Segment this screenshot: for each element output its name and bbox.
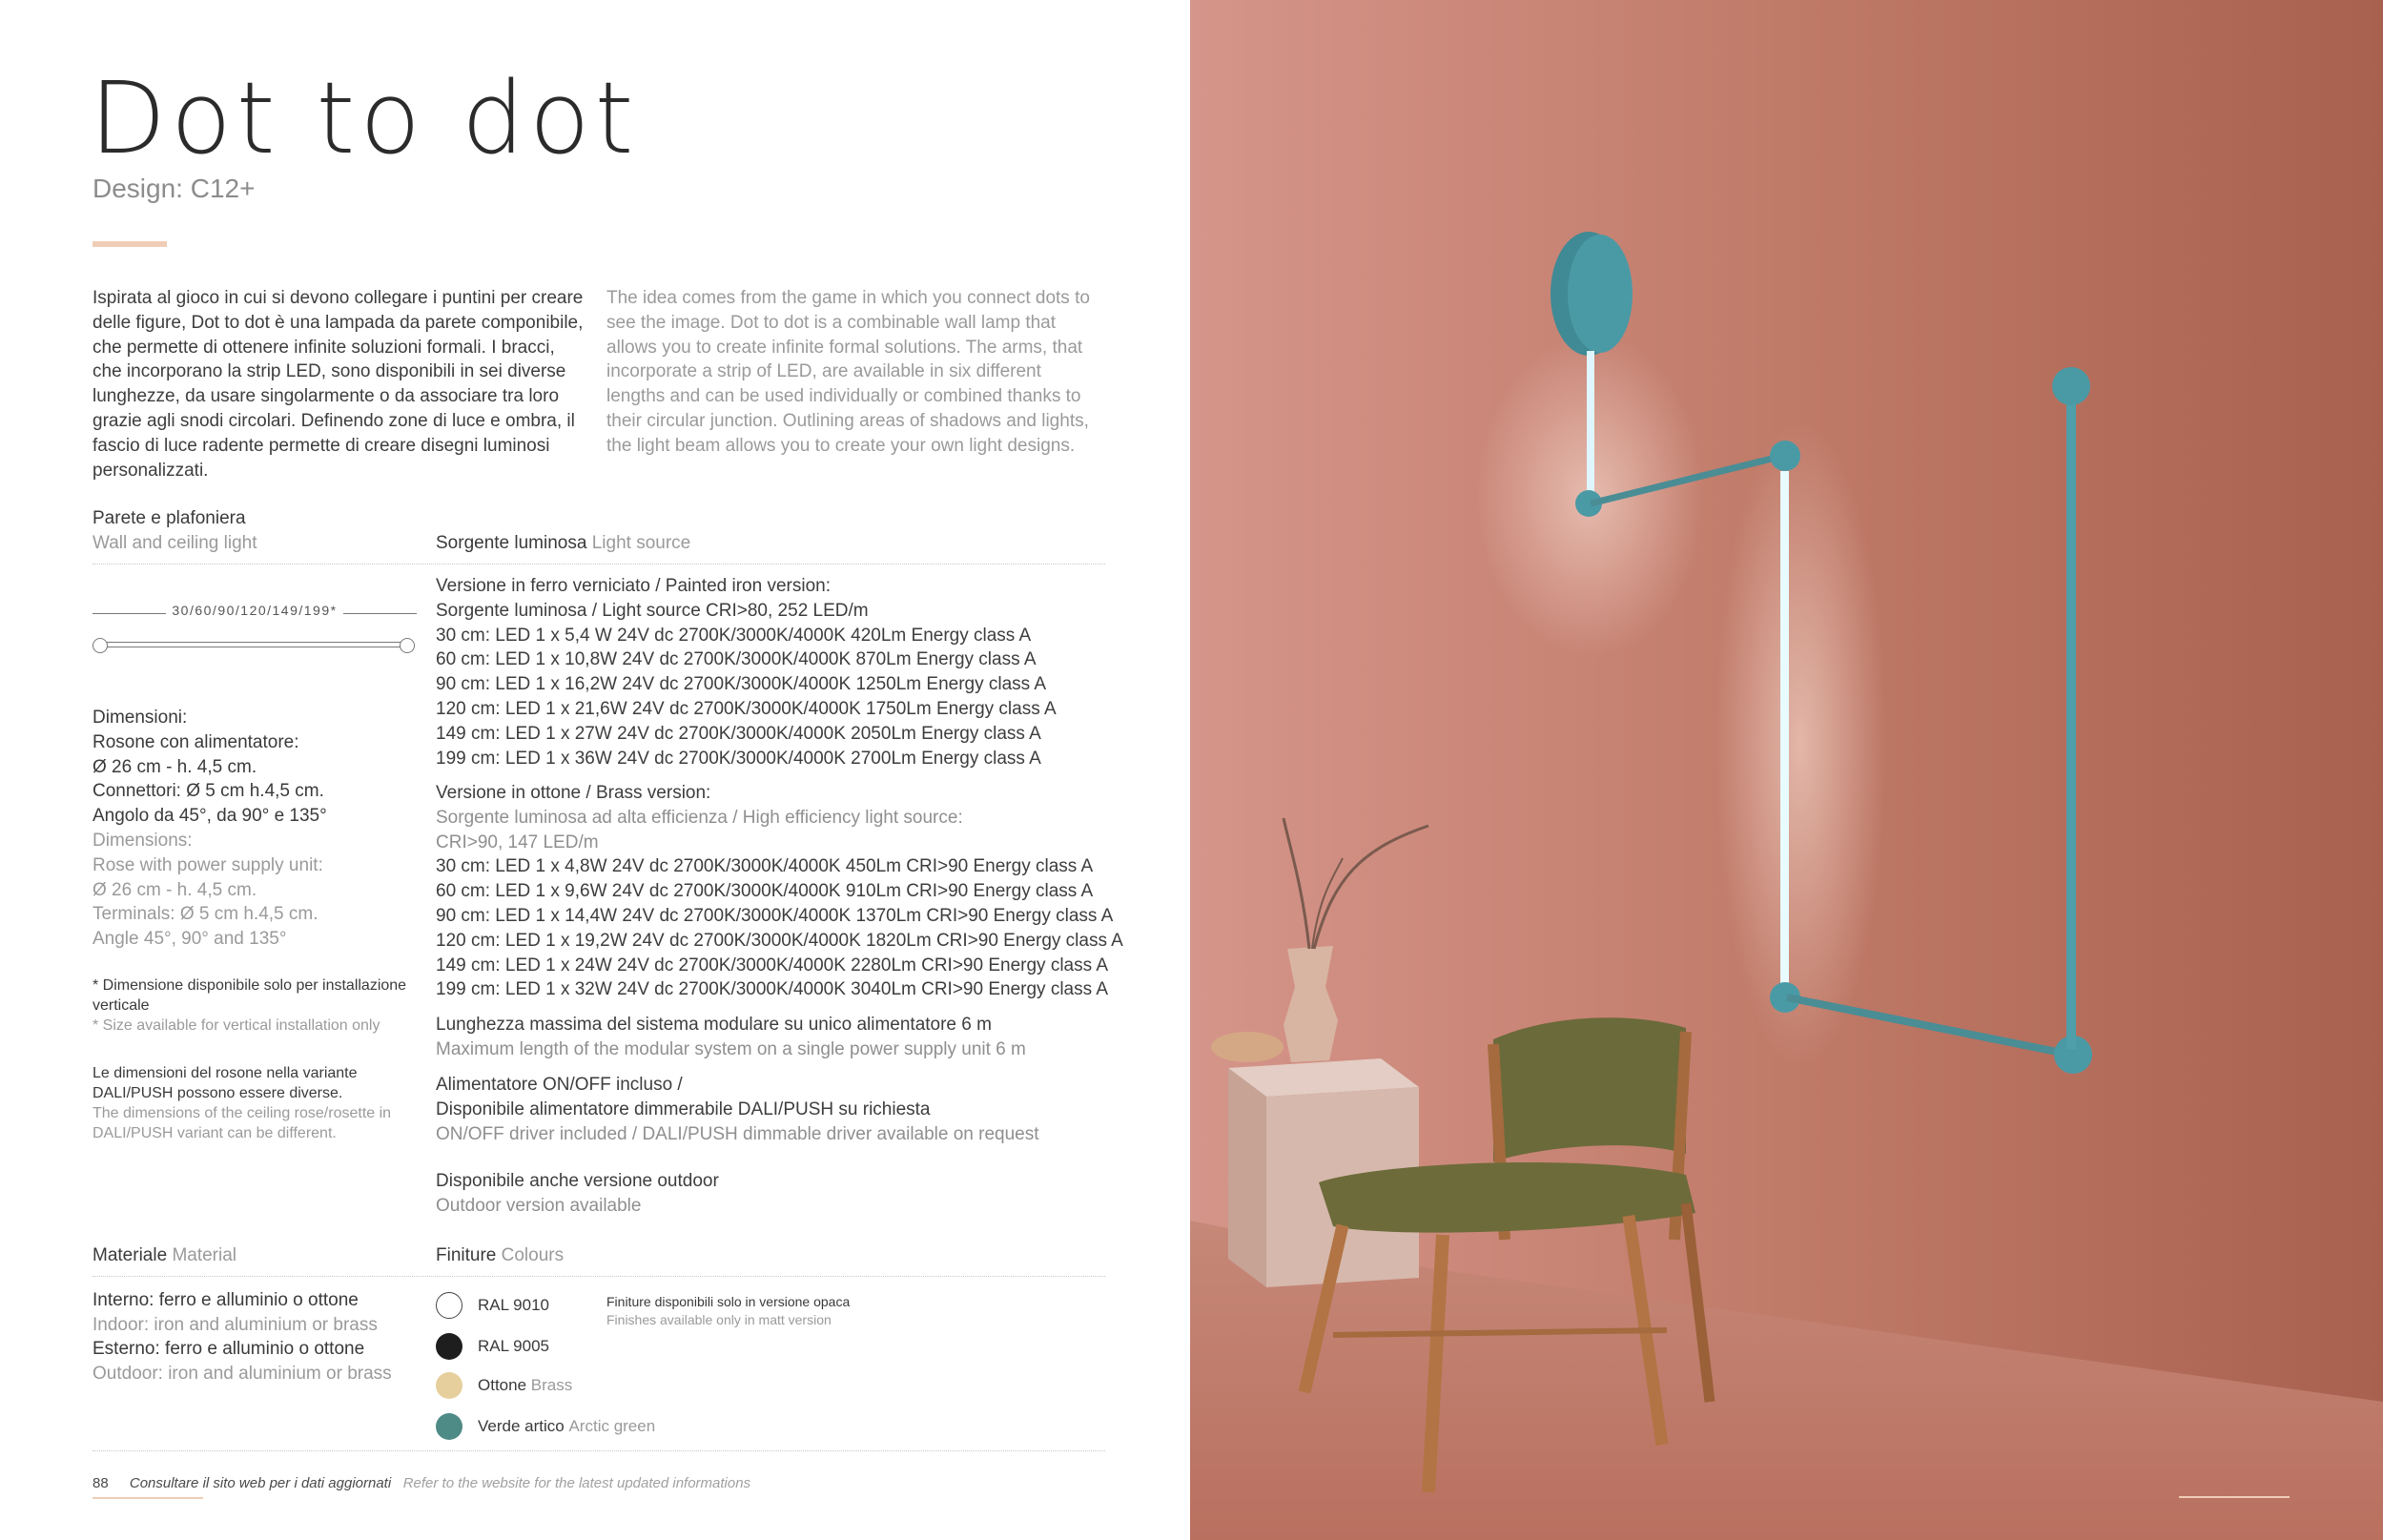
designer-subtitle: Design: C12+ <box>92 174 256 203</box>
dimensions-en-heading: Dimensions: <box>92 830 193 851</box>
material-line: Esterno: ferro e alluminio o ottone <box>92 1339 365 1360</box>
material-list <box>92 1288 392 1386</box>
light-source-heading <box>436 531 690 556</box>
spec-row: 120 cm: LED 1 x 21,6W 24V dc 2700K/3000K/4000K 1750Lm Energy class A <box>436 698 1057 719</box>
finishes-heading-en: Colours <box>501 1245 565 1265</box>
material-line: Interno: ferro e alluminio o ottone <box>92 1290 359 1310</box>
dimensions-en-line: Rose with power supply unit: <box>92 854 323 875</box>
spec-row: 199 cm: LED 1 x 36W 24V dc 2700K/3000K/4000K 2700Lm Energy class A <box>436 748 1041 769</box>
finish-ral9005 <box>436 1332 549 1361</box>
dimensions-it-line: Ø 26 cm - h. 4,5 cm. <box>92 756 257 777</box>
finish-label-en: Arctic green <box>568 1417 656 1435</box>
spec-row: 90 cm: LED 1 x 16,2W 24V dc 2700K/3000K/4000K 1250Lm Energy class A <box>436 674 1047 695</box>
finishes-heading <box>436 1243 564 1268</box>
finishes-note <box>606 1293 850 1329</box>
connector-right <box>400 638 415 653</box>
dimensions-it-line: Rosone con alimentatore: <box>92 731 299 752</box>
dimension-diagram <box>92 603 417 660</box>
room-scene-image <box>1190 0 2383 1540</box>
outdoor-block <box>436 1169 1132 1219</box>
spec-row: 60 cm: LED 1 x 10,8W 24V dc 2700K/3000K/4000K 870Lm Energy class A <box>436 649 1037 670</box>
finishes-heading-it: Finiture <box>436 1245 497 1265</box>
size-note <box>92 975 417 1036</box>
length-label <box>92 603 417 618</box>
footer-note-it: Consultare il sito web per i dati aggiornati <box>129 1475 392 1491</box>
spec-row: 149 cm: LED 1 x 24W 24V dc 2700K/3000K/4000K 2280Lm CRI>90 Energy class A <box>436 955 1109 975</box>
page-number: 88 <box>92 1475 109 1491</box>
category-it: Parete e plafoniera <box>92 508 246 528</box>
brass-version-specs <box>436 781 1132 1002</box>
spec-row: 30 cm: LED 1 x 4,8W 24V dc 2700K/3000K/4000K 450Lm CRI>90 Energy class A <box>436 856 1094 877</box>
page-title: Dot to dot <box>90 60 639 176</box>
spec-row: 199 cm: LED 1 x 32W 24V dc 2700K/3000K/4000K 3040Lm CRI>90 Energy class A <box>436 979 1109 1000</box>
arm-drawing <box>98 642 411 647</box>
finish-label: RAL 9010 <box>478 1296 549 1314</box>
swatch-green <box>436 1413 462 1440</box>
spec-row: 60 cm: LED 1 x 9,6W 24V dc 2700K/3000K/4000K 910Lm CRI>90 Energy class A <box>436 881 1094 902</box>
dimensions-heading: Dimensioni: <box>92 708 188 728</box>
brass-source: Sorgente luminosa ad alta efficienza / High efficiency light source: <box>436 807 963 828</box>
rose-note-it: Le dimensioni del rosone nella variante DALI/PUSH possono essere diverse. <box>92 1065 358 1101</box>
dimensions-en-line: Terminals: Ø 5 cm h.4,5 cm. <box>92 904 318 925</box>
intro-italian: Ispirata al gioco in cui si devono collegare i puntini per creare delle figure, Dot to dot è una lampada da parete componibile, che permette di ottenere infinite soluzioni formali. I bracci, che incorporano la strip LED, sono disponibili in sei diverse lunghezze, da usare singolarmente o da associare tra loro grazie agli snodi circolari. Definendo zone di luce e ombra, il fascio di luce radente permette di creare disegni luminosi personalizzati. <box>92 288 584 481</box>
product-photo <box>1190 0 2383 1540</box>
length-values: 30/60/90/120/149/199* <box>166 603 342 618</box>
outdoor-it: Disponibile anche versione outdoor <box>436 1171 719 1191</box>
finish-brass <box>436 1371 572 1400</box>
light-source-heading-it: Sorgente luminosa <box>436 533 587 553</box>
finish-label: Verde artico <box>478 1417 565 1435</box>
spec-row: 90 cm: LED 1 x 14,4W 24V dc 2700K/3000K/4000K 1370Lm CRI>90 Energy class A <box>436 905 1114 926</box>
driver-block <box>436 1073 1132 1146</box>
intro-english: The idea comes from the game in which you connect dots to see the image. Dot to dot is a combinable wall lamp that allows you to create infinite formal solutions. The arms, that incorporate a strip of LED, are available in six different lengths and can be used individually or combined thanks to their circular junction. Outlining areas of shadows and lights, the light beam allows you to create your own light designs. <box>606 288 1090 456</box>
dimensions-it-line: Connettori: Ø 5 cm h.4,5 cm. <box>92 781 324 802</box>
rose-note <box>92 1063 417 1143</box>
footer-divider <box>92 1450 1105 1451</box>
finishes-note-en: Finishes available only in matt version <box>606 1312 832 1327</box>
dimensions-en-line: Ø 26 cm - h. 4,5 cm. <box>92 879 257 900</box>
connector-left <box>92 638 108 653</box>
left-page <box>0 0 1190 1540</box>
brass-heading: Versione in ottone / Brass version: <box>436 783 711 803</box>
footer-note-en: Refer to the website for the latest updated informations <box>402 1475 751 1491</box>
outdoor-en: Outdoor version available <box>436 1195 642 1216</box>
swatch-brass <box>436 1372 462 1399</box>
finish-label: Ottone <box>478 1376 527 1394</box>
finish-arctic-green <box>436 1412 655 1441</box>
spec-row: 149 cm: LED 1 x 27W 24V dc 2700K/3000K/4000K 2050Lm Energy class A <box>436 723 1041 744</box>
footer <box>92 1475 750 1491</box>
max-length-block <box>436 1013 1132 1062</box>
material-heading-it: Materiale <box>92 1245 168 1265</box>
material-divider <box>92 1276 1105 1277</box>
brass-source-cri: CRI>90, 147 LED/m <box>436 832 599 852</box>
footer-accent-line <box>92 1497 203 1499</box>
spec-row: 30 cm: LED 1 x 5,4 W 24V dc 2700K/3000K/4000K 420Lm Energy class A <box>436 625 1032 646</box>
max-length-en: Maximum length of the modular system on a single power supply unit 6 m <box>436 1038 1026 1059</box>
painted-heading: Versione in ferro verniciato / Painted iron version: <box>436 576 831 596</box>
driver-it-dali: Disponibile alimentatore dimmerabile DALI/PUSH su richiesta <box>436 1099 931 1119</box>
category-en: Wall and ceiling light <box>92 533 257 553</box>
driver-it: Alimentatore ON/OFF incluso / <box>436 1075 683 1095</box>
section-divider <box>92 564 1105 565</box>
light-source-heading-en: Light source <box>591 533 691 553</box>
material-line: Outdoor: iron and aluminium or brass <box>92 1363 392 1384</box>
size-note-en: * Size available for vertical installation only <box>92 1017 380 1034</box>
finish-label: RAL 9005 <box>478 1337 549 1355</box>
dimensions-it-line: Angolo da 45°, da 90° e 135° <box>92 806 327 827</box>
spec-row: 120 cm: LED 1 x 19,2W 24V dc 2700K/3000K/4000K 1820Lm CRI>90 Energy class A <box>436 930 1123 951</box>
rose-note-en: The dimensions of the ceiling rose/rosette in DALI/PUSH variant can be different. <box>92 1105 392 1141</box>
material-line: Indoor: iron and aluminium or brass <box>92 1314 378 1335</box>
dimensions-block <box>92 706 436 952</box>
size-note-it: * Dimensione disponibile solo per installazione verticale <box>92 977 407 1014</box>
dimensions-en-line: Angle 45°, 90° and 135° <box>92 929 287 950</box>
driver-en: ON/OFF driver included / DALI/PUSH dimmable driver available on request <box>436 1123 1039 1144</box>
max-length-it: Lunghezza massima del sistema modulare su unico alimentatore 6 m <box>436 1015 992 1035</box>
finishes-note-it: Finiture disponibili solo in versione opaca <box>606 1294 851 1309</box>
material-heading <box>92 1243 236 1268</box>
painted-version-specs <box>436 574 1132 770</box>
accent-divider <box>92 241 167 247</box>
material-heading-en: Material <box>172 1245 237 1265</box>
painted-source: Sorgente luminosa / Light source CRI>80, 252 LED/m <box>436 600 869 621</box>
finish-label-en: Brass <box>530 1376 573 1394</box>
swatch-white <box>436 1292 462 1319</box>
finish-ral9010 <box>436 1291 549 1320</box>
swatch-black <box>436 1333 462 1360</box>
